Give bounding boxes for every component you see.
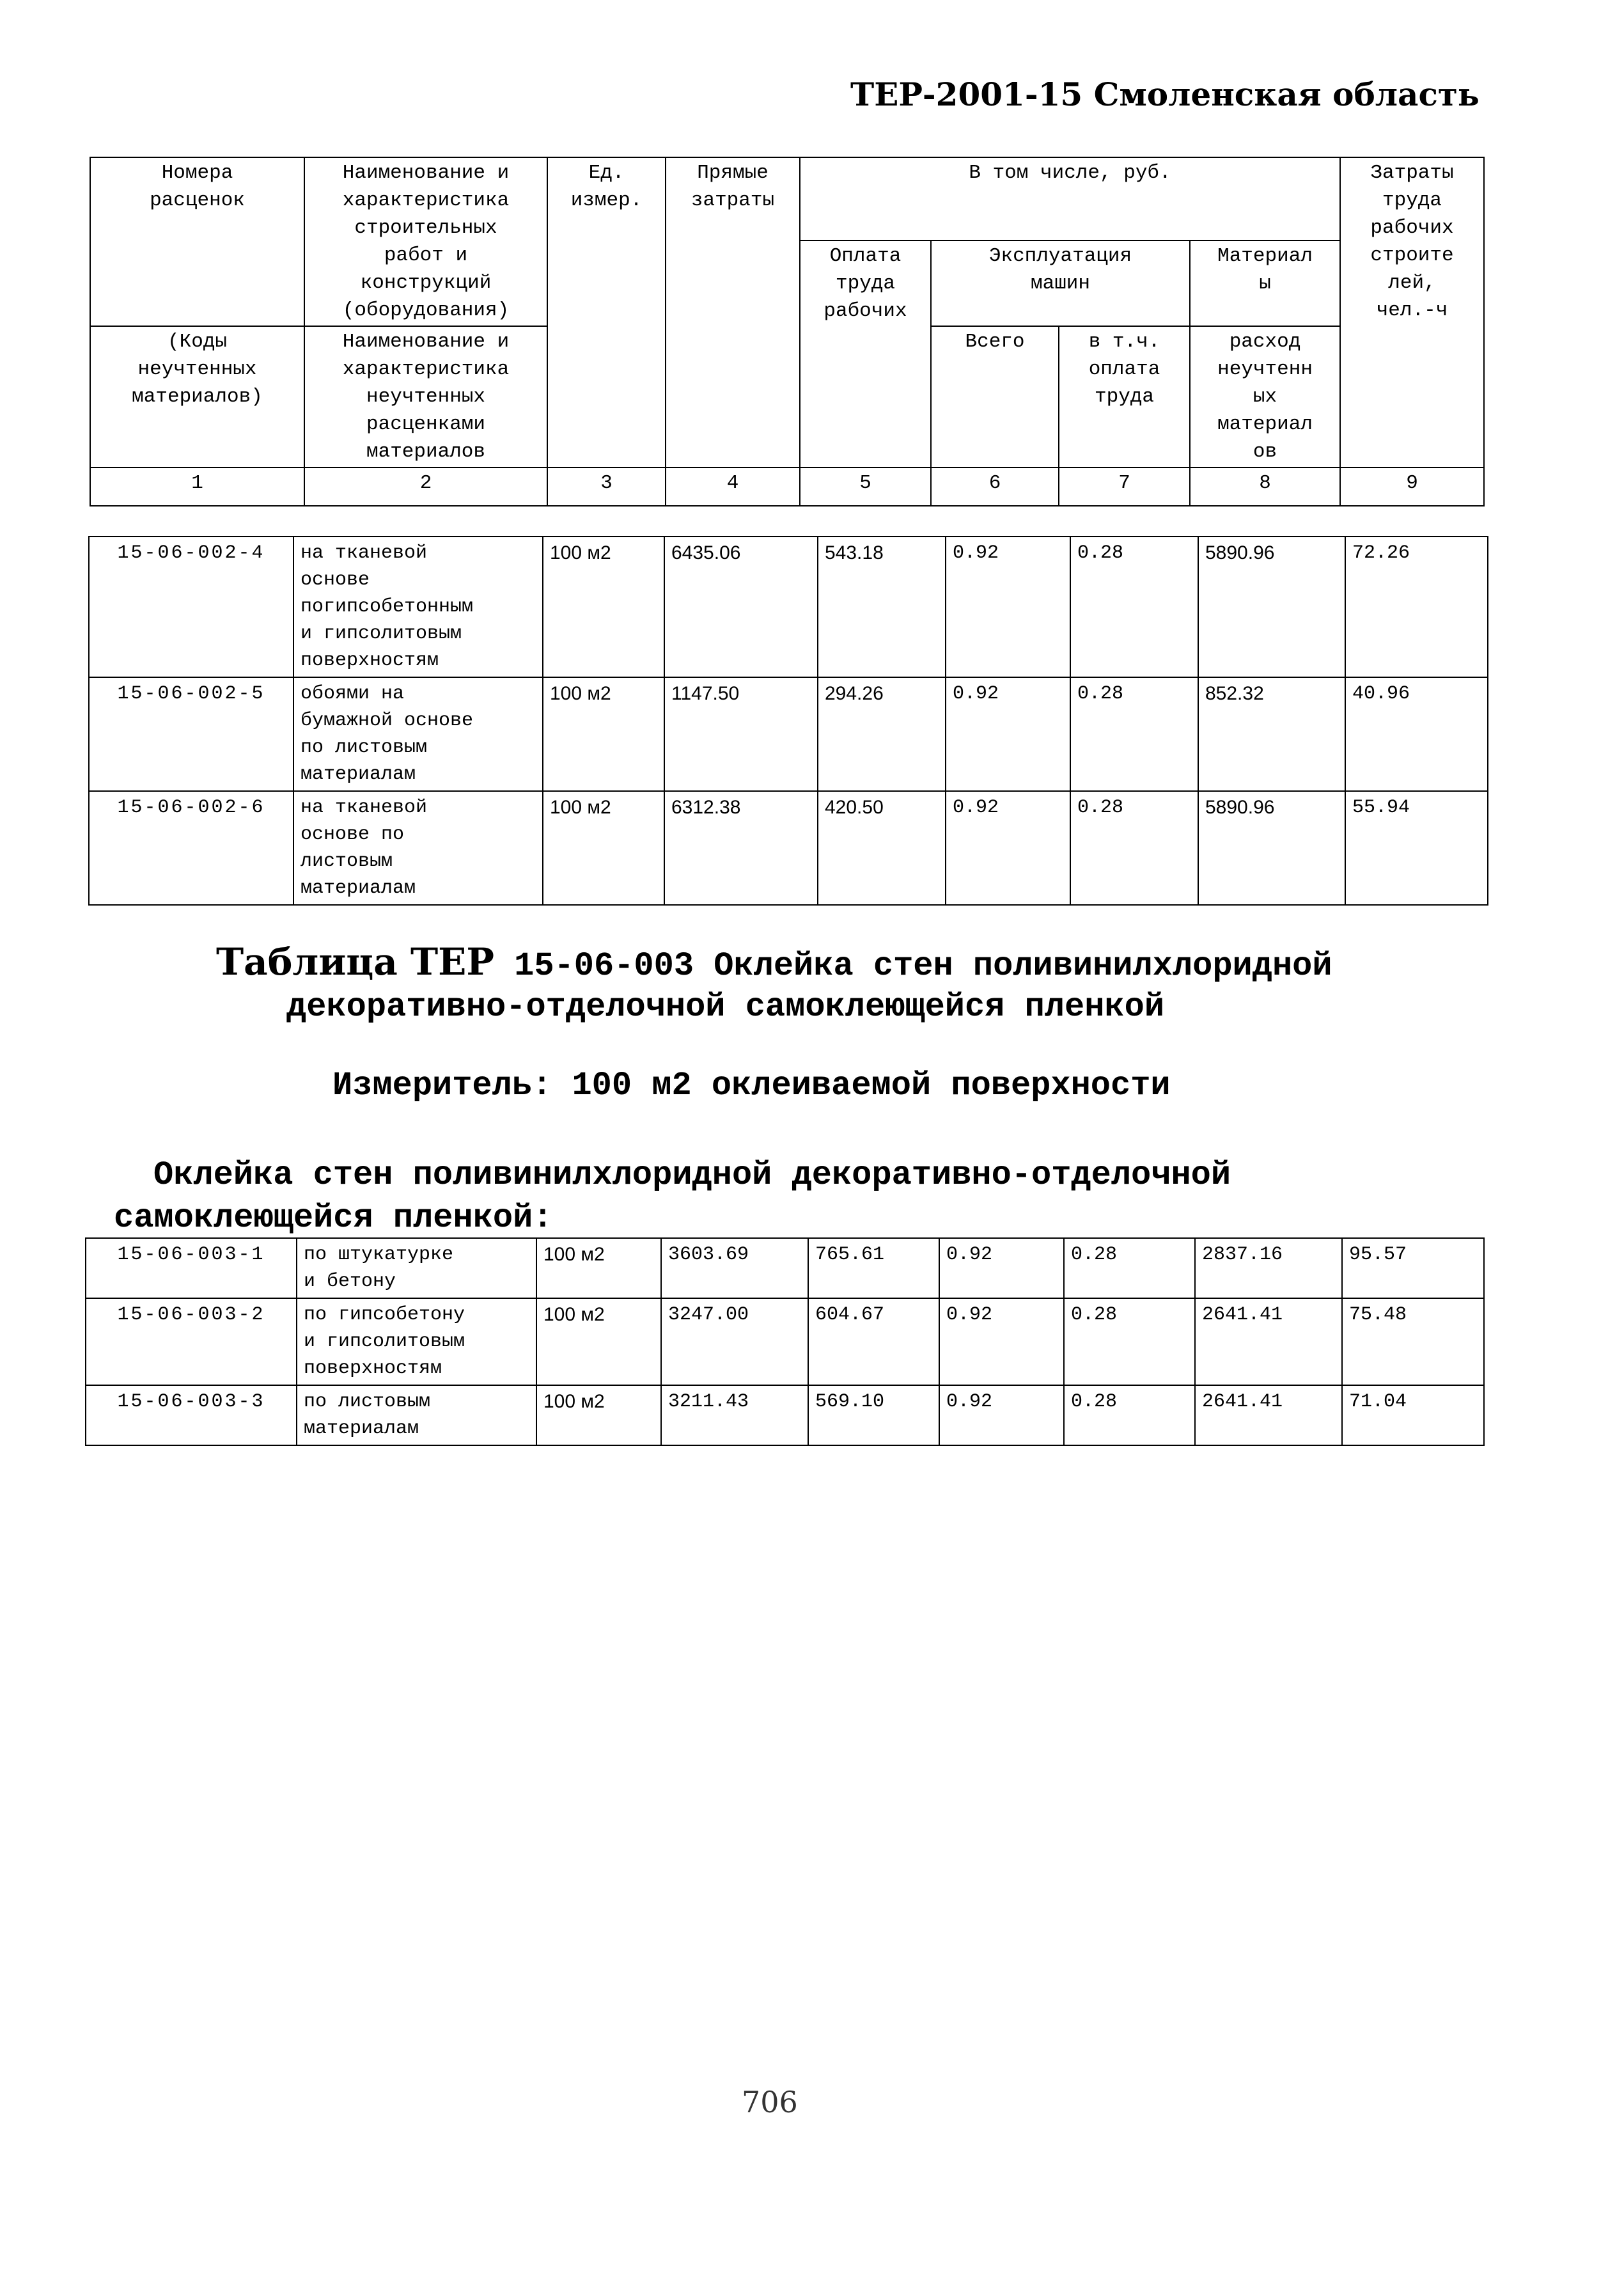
- rate-code: 15-06-002-4: [89, 537, 293, 677]
- machines-total: 0.92: [939, 1238, 1064, 1298]
- table-row: [86, 1298, 1484, 1385]
- worker-hours: 71.04: [1342, 1385, 1484, 1445]
- header-col8-bottom: расход неучтенн ых материал ов: [1190, 326, 1340, 467]
- section-title-line1: Таблица ТЕР 15-06-003 Оклейка стен поливинилхлоридной: [216, 940, 1332, 985]
- materials: 2641.41: [1195, 1385, 1342, 1445]
- header-col1-spacer: [90, 240, 304, 326]
- work-name: обоями на бумажной основе по листовым материалам: [293, 677, 543, 791]
- direct-costs: 3211.43: [661, 1385, 808, 1445]
- document-title: ТЕР-2001-15 Смоленская область: [850, 75, 1480, 113]
- machines-labor: 0.28: [1070, 791, 1198, 905]
- worker-hours: 95.57: [1342, 1238, 1484, 1298]
- header-col1-bottom: (Коды неучтенных материалов): [90, 326, 304, 467]
- labor-pay: 294.26: [818, 677, 946, 791]
- rate-code: 15-06-003-1: [86, 1238, 297, 1298]
- materials: 5890.96: [1198, 791, 1345, 905]
- machines-labor: 0.28: [1064, 1238, 1195, 1298]
- unit: 100 м2: [543, 791, 664, 905]
- header-col1-top: Номера расценок: [90, 157, 304, 240]
- header-col2-bottom: Наименование и характеристика неучтенных расценками материалов: [304, 326, 547, 467]
- header-col6-total: Всего: [931, 326, 1059, 467]
- machines-labor: 0.28: [1064, 1385, 1195, 1445]
- materials: 5890.96: [1198, 537, 1345, 677]
- table-row: [89, 791, 1488, 905]
- labor-pay: 543.18: [818, 537, 946, 677]
- rates-table-002: [88, 536, 1488, 906]
- col-number: 2: [304, 467, 547, 506]
- machines-total: 0.92: [946, 791, 1070, 905]
- header-col8-top: Материал ы: [1190, 240, 1340, 326]
- header-table: [90, 157, 1485, 506]
- labor-pay: 765.61: [808, 1238, 939, 1298]
- section-title-line2: декоративно-отделочной самоклеющейся пленкой: [286, 988, 1165, 1026]
- subtitle-line2: самоклеющейся пленкой:: [114, 1199, 553, 1237]
- page-number: 706: [742, 2085, 798, 2119]
- direct-costs: 6435.06: [664, 537, 818, 677]
- work-name: по листовым материалам: [297, 1385, 536, 1445]
- labor-pay: 569.10: [808, 1385, 939, 1445]
- machines-labor: 0.28: [1070, 537, 1198, 677]
- machines-total: 0.92: [946, 677, 1070, 791]
- header-col5-labor: Оплата труда рабочих: [800, 240, 931, 467]
- labor-pay: 420.50: [818, 791, 946, 905]
- table-row: [89, 677, 1488, 791]
- work-name: на тканевой основе погипсобетонным и гипсолитовым поверхностям: [293, 537, 543, 677]
- worker-hours: 55.94: [1345, 791, 1488, 905]
- rate-code: 15-06-003-3: [86, 1385, 297, 1445]
- work-name: на тканевой основе по листовым материалам: [293, 791, 543, 905]
- rates-table-003: [85, 1237, 1485, 1446]
- table-row: [86, 1238, 1484, 1298]
- machines-total: 0.92: [946, 537, 1070, 677]
- machines-labor: 0.28: [1064, 1298, 1195, 1385]
- header-group-incl: В том числе, руб.: [800, 157, 1340, 240]
- direct-costs: 3603.69: [661, 1238, 808, 1298]
- direct-costs: 6312.38: [664, 791, 818, 905]
- subtitle-line1: Оклейка стен поливинилхлоридной декоративно-отделочной: [153, 1156, 1231, 1194]
- table-row: [89, 537, 1488, 677]
- direct-costs: 1147.50: [664, 677, 818, 791]
- rate-code: 15-06-002-6: [89, 791, 293, 905]
- col-number: 3: [547, 467, 666, 506]
- unit: 100 м2: [536, 1385, 661, 1445]
- col-number: 4: [666, 467, 800, 506]
- col-number: 8: [1190, 467, 1340, 506]
- work-name: по штукатурке и бетону: [297, 1238, 536, 1298]
- rate-code: 15-06-003-2: [86, 1298, 297, 1385]
- header-col9-workers: Затраты труда рабочих строите лей, чел.-ч: [1340, 157, 1484, 467]
- labor-pay: 604.67: [808, 1298, 939, 1385]
- direct-costs: 3247.00: [661, 1298, 808, 1385]
- worker-hours: 72.26: [1345, 537, 1488, 677]
- materials: 2641.41: [1195, 1298, 1342, 1385]
- col-number: 1: [90, 467, 304, 506]
- header-col3-unit: Ед. измер.: [547, 157, 666, 467]
- measure-unit: Измеритель: 100 м2 оклеиваемой поверхности: [332, 1067, 1171, 1104]
- machines-total: 0.92: [939, 1298, 1064, 1385]
- col-number: 5: [800, 467, 931, 506]
- unit: 100 м2: [536, 1298, 661, 1385]
- unit: 100 м2: [543, 677, 664, 791]
- header-col4-direct: Прямые затраты: [666, 157, 800, 467]
- header-machines: Эксплуатация машин: [931, 240, 1190, 326]
- col-number: 7: [1059, 467, 1190, 506]
- machines-labor: 0.28: [1070, 677, 1198, 791]
- machines-total: 0.92: [939, 1385, 1064, 1445]
- unit: 100 м2: [536, 1238, 661, 1298]
- unit: 100 м2: [543, 537, 664, 677]
- col-number: 9: [1340, 467, 1484, 506]
- header-col7-labor: в т.ч. оплата труда: [1059, 326, 1190, 467]
- materials: 852.32: [1198, 677, 1345, 791]
- worker-hours: 40.96: [1345, 677, 1488, 791]
- col-number: 6: [931, 467, 1059, 506]
- rate-code: 15-06-002-5: [89, 677, 293, 791]
- table-row: [86, 1385, 1484, 1445]
- worker-hours: 75.48: [1342, 1298, 1484, 1385]
- header-col2-top: Наименование и характеристика строительных работ и конструкций (оборудования): [304, 157, 547, 326]
- materials: 2837.16: [1195, 1238, 1342, 1298]
- work-name: по гипсобетону и гипсолитовым поверхностям: [297, 1298, 536, 1385]
